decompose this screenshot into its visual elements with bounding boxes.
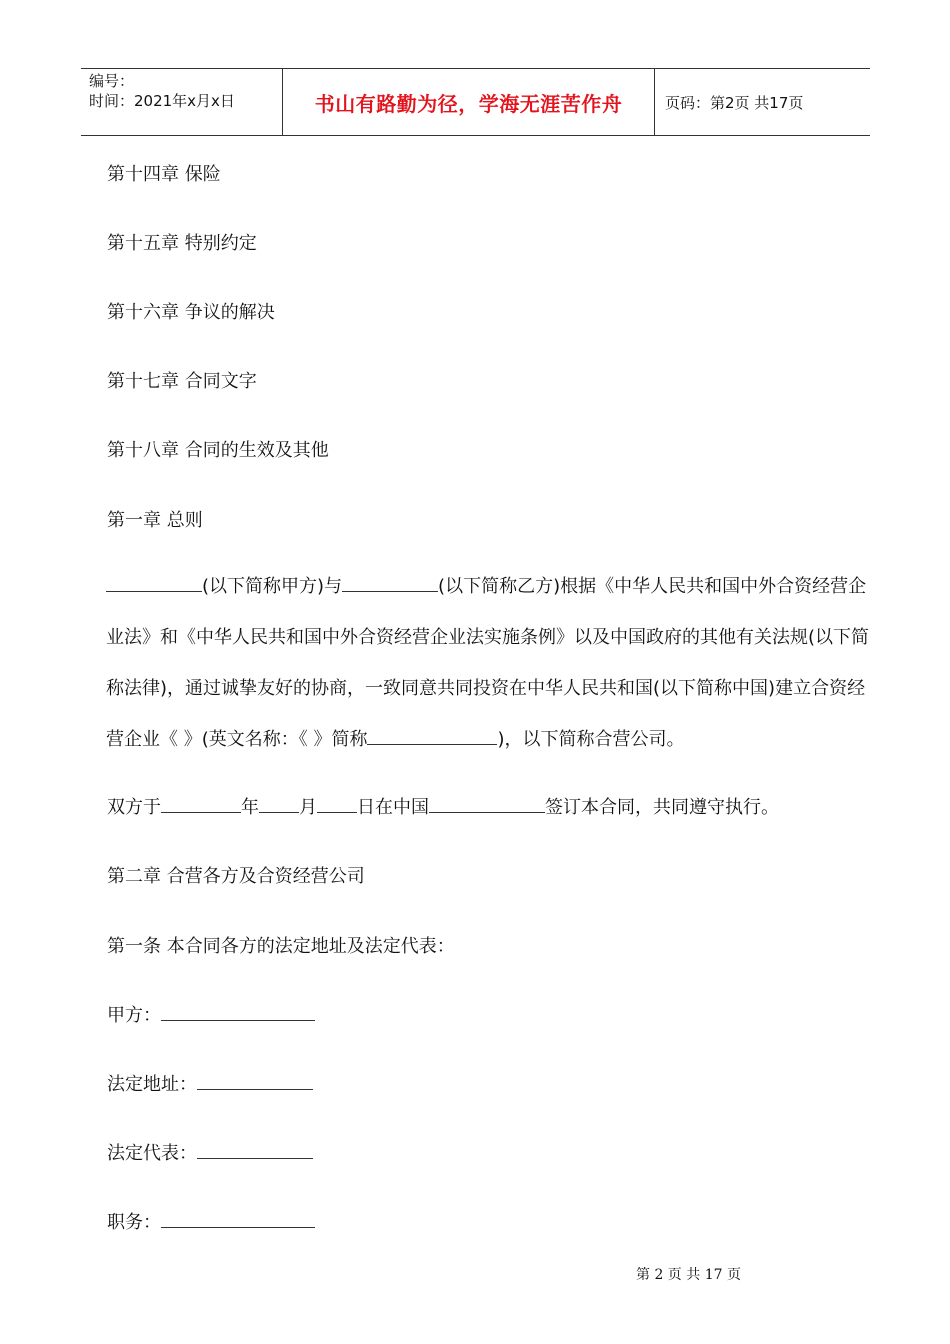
position-label: 职务：	[107, 1212, 161, 1233]
address-line	[107, 1070, 313, 1096]
article-1: 第一条 本合同各方的法定地址及法定代表：	[107, 936, 455, 957]
blank-address	[197, 1073, 313, 1090]
page-footer: 第 2 页 共 17 页	[636, 1267, 741, 1283]
address-label: 法定地址：	[107, 1074, 197, 1095]
p2-part-c: 月	[299, 797, 317, 818]
blank-party-a	[106, 575, 202, 592]
blank-place	[429, 796, 545, 813]
chapter-1-paragraph-2	[107, 793, 779, 819]
p2-part-d: 日在中国	[357, 797, 429, 818]
blank-day	[317, 796, 357, 813]
page-header	[81, 68, 870, 136]
blank-short-name	[367, 728, 497, 745]
header-motto: 书山有路勤为径，学海无涯苦作舟	[282, 69, 655, 135]
header-meta	[81, 69, 282, 135]
chapter-1-paragraph-1	[106, 561, 882, 765]
toc-chapter-18: 第十八章 合同的生效及其他	[107, 440, 329, 461]
blank-year	[161, 796, 241, 813]
p1-part-c: )，以下简称合营公司。	[497, 729, 685, 750]
chapter-1-title: 第一章 总则	[107, 510, 203, 531]
toc-chapter-14: 第十四章 保险	[107, 164, 221, 185]
toc-chapter-15: 第十五章 特别约定	[107, 233, 257, 254]
p2-part-b: 年	[241, 797, 259, 818]
blank-month	[259, 796, 299, 813]
blank-representative	[197, 1142, 313, 1159]
toc-chapter-16: 第十六章 争议的解决	[107, 302, 275, 323]
blank-party-a-name	[161, 1004, 315, 1021]
time-label: 时间：2021年x月x日	[89, 92, 235, 110]
position-line	[107, 1208, 315, 1234]
blank-party-b	[342, 575, 438, 592]
serial-label: 编号：	[89, 72, 135, 90]
p1-part-b: (以下简称乙方)根据《中华人民共和国中外合资经营企业法》和《中华人民共和国中外合资经营企业法实施条例》以及中国政府的其他有关法规(以下简称法律)，通过诚挚友好的协商，一致同意共同投资在中华人民共和国(以下简称中国)建立合资经营企业《 》(英文名称：《 》简称	[106, 576, 870, 750]
representative-label: 法定代表：	[107, 1143, 197, 1164]
party-a-label: 甲方：	[107, 1005, 161, 1026]
p2-part-a: 双方于	[107, 797, 161, 818]
chapter-2-title: 第二章 合营各方及合资经营公司	[107, 866, 365, 887]
representative-line	[107, 1139, 313, 1165]
party-a-line	[107, 1001, 315, 1027]
blank-position	[161, 1211, 315, 1228]
header-page-label: 页码：第2页 共17页	[665, 93, 804, 112]
p1-part-a: (以下简称甲方)与	[202, 576, 343, 597]
p2-part-e: 签订本合同，共同遵守执行。	[545, 797, 779, 818]
toc-chapter-17: 第十七章 合同文字	[107, 371, 257, 392]
